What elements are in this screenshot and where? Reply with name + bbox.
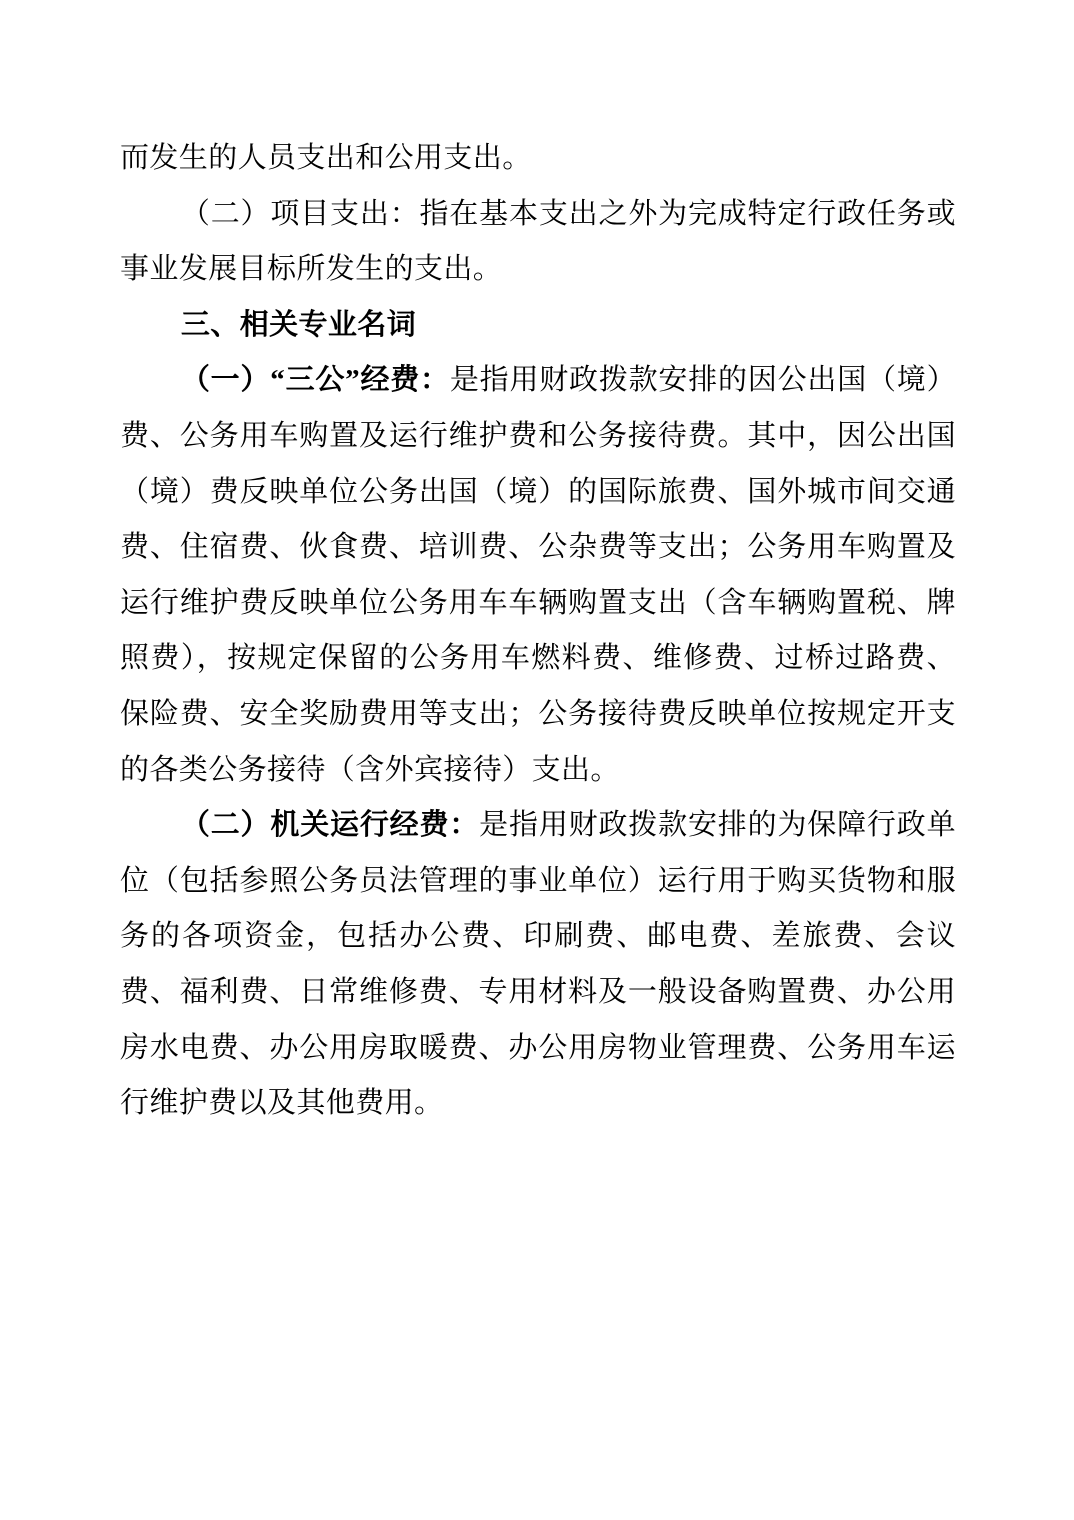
paragraph-basic-expenditure-continuation — [120, 131, 956, 187]
heading-text: 三、相关专业名词 — [180, 308, 417, 341]
paragraph-text: 是指用财政拨款安排的因公出国（境）费、公务用车购置及运行维护费和公务接待费。其中，因公出国（境）费反映单位公务出国（境）的国际旅费、国外城市间交通费、住宿费、伙食费、培训费、公杂费等支出；公务用车购置及运行维护费反映单位公务用车车辆购置支出（含车辆购置税、牌照费），按规定保留的公务用车燃料费、维修费、过桥过路费、保险费、安全奖励费用等支出；公务接待费反映单位按规定开支的各类公务接待（含外宾接待）支出。 — [120, 364, 956, 786]
paragraph-three-public-funds — [120, 353, 956, 798]
term-lead-three-public-funds: （一）“三公”经费： — [180, 364, 450, 397]
paragraph-text: 是指用财政拨款安排的为保障行政单位（包括参照公务员法管理的事业单位）运行用于购买货物和服务的各项资金，包括办公费、印刷费、邮电费、差旅费、会议费、福利费、日常维修费、专用材料及一般设备购置费、办公用房水电费、办公用房取暖费、办公用房物业管理费、公务用车运行维护费以及其他费用。 — [120, 809, 956, 1120]
document-text-block — [120, 131, 956, 1132]
paragraph-agency-operating-funds — [120, 798, 956, 1132]
term-lead-agency-operating-funds: （二）机关运行经费： — [180, 809, 480, 842]
paragraph-text: 而发生的人员支出和公用支出。 — [120, 142, 532, 174]
section-heading-related-terms — [120, 298, 956, 354]
paragraph-text: （二）项目支出：指在基本支出之外为完成特定行政任务或事业发展目标所发生的支出。 — [120, 197, 956, 286]
paragraph-project-expenditure — [120, 187, 956, 298]
